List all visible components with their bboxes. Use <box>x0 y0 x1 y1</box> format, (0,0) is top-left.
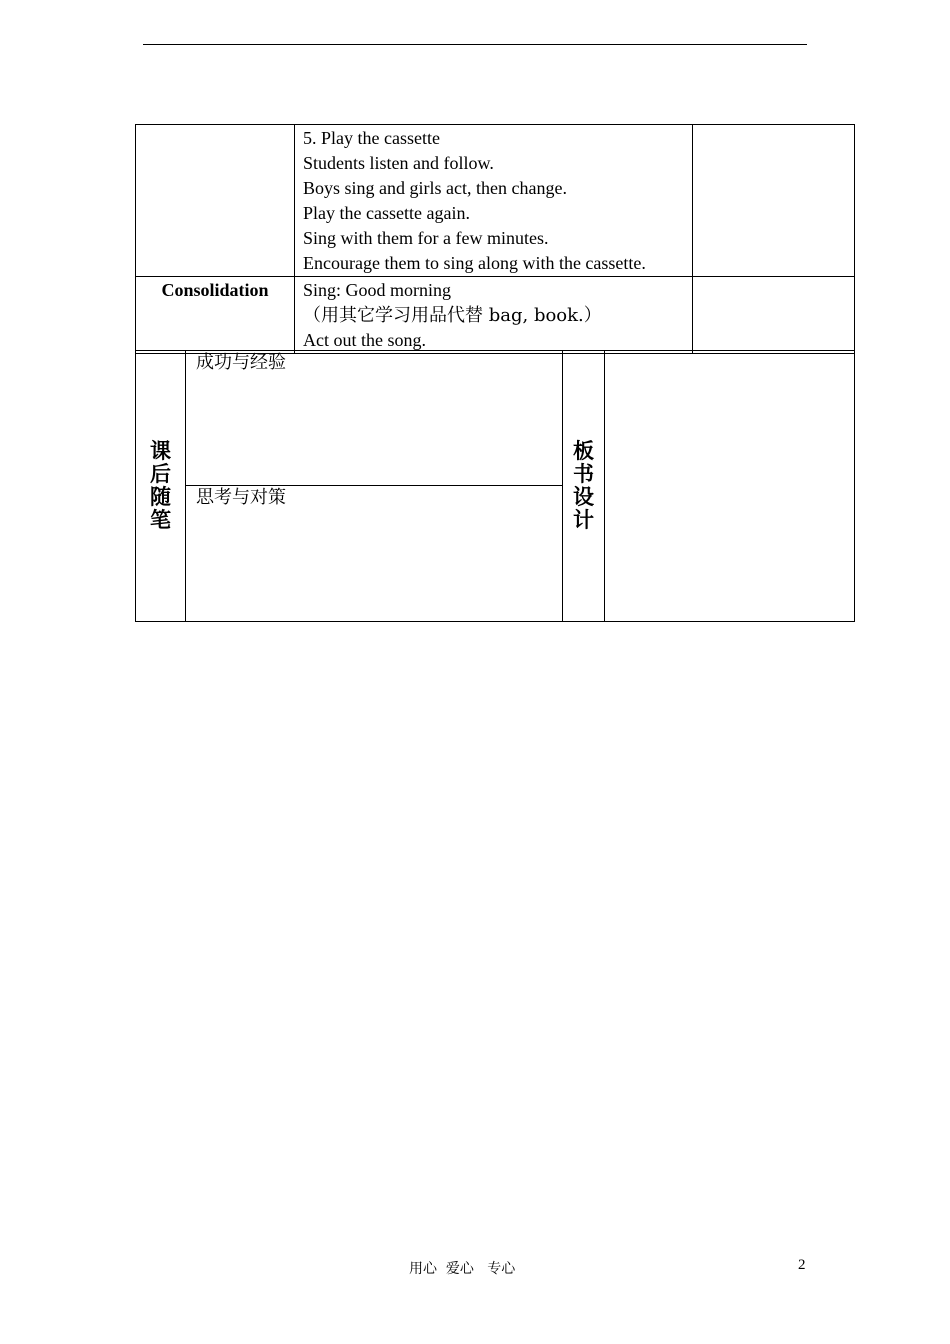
procedure-line: （用其它学习用品代替 bag, book.） <box>303 305 602 326</box>
board-design-cell <box>605 351 855 622</box>
success-experience-cell <box>186 351 563 486</box>
table-row <box>136 125 855 277</box>
afterclass-board-table <box>135 350 855 622</box>
page-number: 2 <box>798 1257 806 1273</box>
procedure-line: Act out the song. <box>303 330 426 350</box>
reflection-strategy-label: 思考与对策 <box>196 487 286 508</box>
afterclass-notes-label: 课 后 随 笔 <box>136 351 186 622</box>
procedure-line: Sing with them for a few minutes. <box>303 228 549 248</box>
procedure-line: 5. Play the cassette <box>303 128 440 148</box>
notes-cell <box>693 125 855 277</box>
table-row <box>136 351 855 486</box>
reflection-strategy-cell <box>186 486 563 622</box>
procedure-line: Sing: Good morning <box>303 280 452 300</box>
procedure-line: Encourage them to sing along with the cassette. <box>303 253 646 273</box>
footer-motto: 用心 爱心 专心 <box>409 1261 516 1277</box>
procedure-cell <box>295 125 693 277</box>
procedure-line: Boys sing and girls act, then change. <box>303 178 567 198</box>
procedure-cell <box>295 277 693 354</box>
success-experience-label: 成功与经验 <box>196 352 286 373</box>
board-design-label: 板 书 设 计 <box>563 351 605 622</box>
procedure-line: Students listen and follow. <box>303 153 494 173</box>
lesson-procedure-table <box>135 124 855 354</box>
notes-cell <box>693 277 855 354</box>
table-row <box>136 277 855 354</box>
procedure-line: Play the cassette again. <box>303 203 470 223</box>
stage-cell <box>136 125 295 277</box>
header-rule <box>143 44 807 45</box>
stage-cell: Consolidation <box>136 277 295 354</box>
